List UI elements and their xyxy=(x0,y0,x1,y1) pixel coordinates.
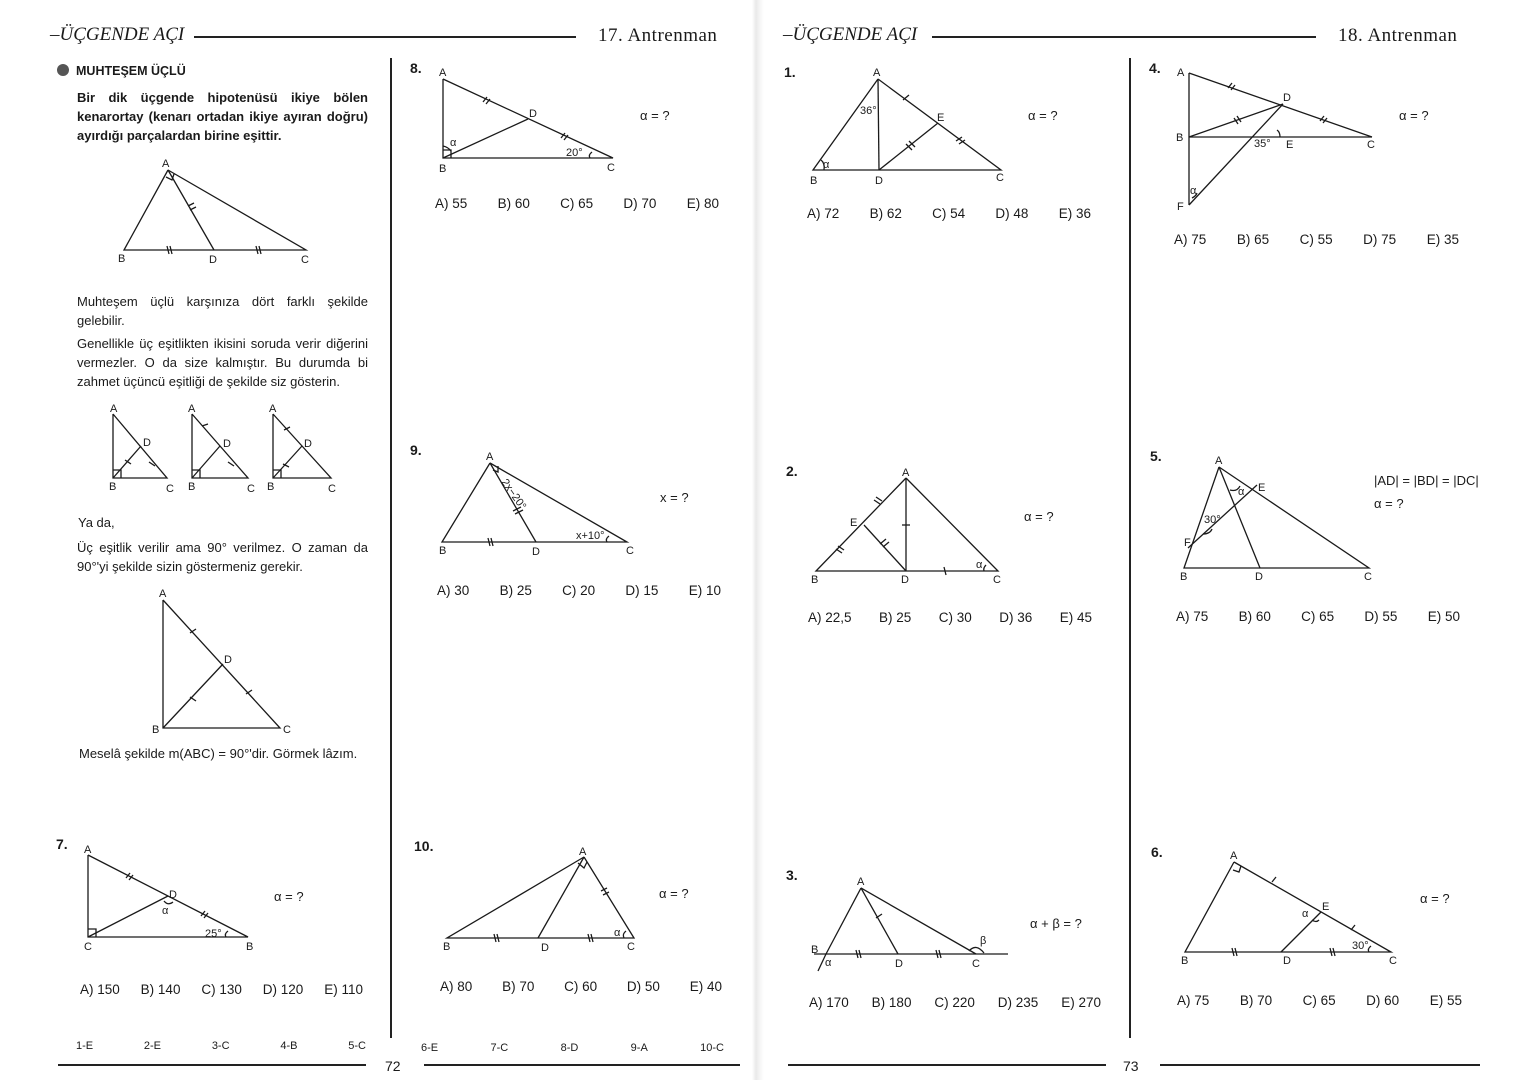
svg-text:A: A xyxy=(902,467,910,479)
q6-option[interactable]: D) 60 xyxy=(1366,993,1400,1008)
q7-option[interactable]: A) 150 xyxy=(80,982,120,997)
svg-text:C: C xyxy=(1364,571,1372,583)
q9-options xyxy=(437,583,721,598)
q6-options xyxy=(1177,993,1462,1008)
svg-text:B: B xyxy=(1176,132,1184,144)
answer-key-item: 7-C xyxy=(490,1042,509,1054)
svg-text:α: α xyxy=(825,957,832,969)
left-header-right: 17. Antrenman xyxy=(598,25,718,46)
q9-figure xyxy=(435,448,645,563)
footer-rule xyxy=(58,1064,366,1066)
svg-text:A: A xyxy=(1177,67,1185,79)
svg-text:D: D xyxy=(875,175,883,187)
answer-key-item: 3-C xyxy=(211,1040,230,1052)
q10-ask: α = ? xyxy=(659,886,689,901)
q6-option[interactable]: B) 70 xyxy=(1239,993,1273,1008)
q1-option[interactable]: A) 72 xyxy=(807,206,840,221)
q10-number: 10. xyxy=(414,838,434,854)
footer-rule xyxy=(424,1064,740,1066)
svg-text:A: A xyxy=(439,67,447,79)
q8-option[interactable]: B) 60 xyxy=(497,196,530,211)
svg-text:B: B xyxy=(811,574,819,586)
q7-angle: 25° xyxy=(205,928,222,940)
page-fold xyxy=(752,0,764,1080)
answer-key-item: 10-C xyxy=(700,1042,724,1054)
svg-text:C: C xyxy=(972,958,980,970)
q3-figure xyxy=(808,873,1018,988)
q3-option[interactable]: A) 170 xyxy=(809,995,849,1010)
q7-option[interactable]: C) 130 xyxy=(201,982,242,997)
svg-text:D: D xyxy=(143,437,151,449)
q8-option[interactable]: E) 80 xyxy=(686,196,719,211)
q5-figure xyxy=(1174,452,1384,587)
q7-option[interactable]: B) 140 xyxy=(140,982,181,997)
q9-option[interactable]: A) 30 xyxy=(437,583,470,598)
svg-text:D: D xyxy=(532,546,540,558)
intro-heading: MUHTEŞEM ÜÇLÜ xyxy=(76,64,186,78)
svg-text:D: D xyxy=(224,654,232,666)
q8-figure xyxy=(433,62,633,177)
answer-key-item: 6-E xyxy=(421,1042,439,1054)
q2-option[interactable]: A) 22,5 xyxy=(808,610,852,625)
left-header-rule xyxy=(194,36,576,38)
svg-text:B: B xyxy=(1180,571,1188,583)
q5-ask: α = ? xyxy=(1374,496,1404,511)
q3-number: 3. xyxy=(786,867,798,883)
svg-text:E: E xyxy=(1322,901,1330,913)
q2-option[interactable]: E) 45 xyxy=(1059,610,1092,625)
q4-option[interactable]: D) 75 xyxy=(1363,232,1397,247)
q1-ask: α = ? xyxy=(1028,108,1058,123)
svg-text:B: B xyxy=(267,481,275,493)
q10-option[interactable]: A) 80 xyxy=(440,979,473,994)
svg-text:A: A xyxy=(269,403,277,415)
answer-key-left xyxy=(76,1040,366,1052)
q8-ask: α = ? xyxy=(640,108,670,123)
svg-text:A: A xyxy=(188,403,196,415)
svg-text:C: C xyxy=(627,941,635,953)
footer-rule xyxy=(788,1064,1106,1066)
footer-rule xyxy=(1160,1064,1480,1066)
svg-text:B: B xyxy=(439,545,447,557)
q9-ask: x = ? xyxy=(660,490,689,505)
q2-number: 2. xyxy=(786,463,798,479)
svg-text:α: α xyxy=(1190,185,1197,197)
svg-text:A: A xyxy=(1230,850,1238,862)
svg-text:B: B xyxy=(246,941,254,953)
svg-text:A: A xyxy=(84,844,92,856)
q7-option[interactable]: D) 120 xyxy=(262,982,304,997)
answer-key-item: 4-B xyxy=(280,1040,298,1052)
q1-option[interactable]: E) 36 xyxy=(1058,206,1091,221)
svg-text:A: A xyxy=(159,588,167,600)
svg-text:D: D xyxy=(169,889,177,901)
q7-number: 7. xyxy=(56,836,68,852)
intro-para3: Ya da, xyxy=(78,515,115,530)
q6-ask: α = ? xyxy=(1420,891,1450,906)
svg-text:C: C xyxy=(166,483,174,495)
q8-options xyxy=(435,196,719,211)
q8-option[interactable]: A) 55 xyxy=(435,196,468,211)
q4-option[interactable]: A) 75 xyxy=(1174,232,1207,247)
svg-text:α: α xyxy=(976,559,983,571)
svg-text:D: D xyxy=(304,438,312,450)
q9-number: 9. xyxy=(410,442,422,458)
q4-angle: 35° xyxy=(1254,138,1271,150)
intro-para1: Muhteşem üçlü karşınıza dört farklı şekilde gelebilir. xyxy=(77,294,368,328)
q5-angle: 30° xyxy=(1204,514,1221,526)
svg-text:A: A xyxy=(873,67,881,79)
q10-option[interactable]: D) 50 xyxy=(626,979,660,994)
q3-ask: α + β = ? xyxy=(1030,916,1082,931)
q5-option[interactable]: E) 50 xyxy=(1427,609,1460,624)
answer-key-item: 1-E xyxy=(76,1040,94,1052)
right-page-number: 73 xyxy=(1123,1058,1139,1074)
intro-caption: Meselâ şekilde m(ABC) = 90°'dir. Görmek lâzım. xyxy=(79,746,358,761)
svg-text:C: C xyxy=(1389,955,1397,967)
q7-ask: α = ? xyxy=(274,889,304,904)
svg-text:B: B xyxy=(810,175,818,187)
svg-text:B: B xyxy=(188,481,196,493)
svg-text:A: A xyxy=(1215,455,1223,467)
svg-text:α: α xyxy=(1302,908,1309,920)
q3-option[interactable]: C) 220 xyxy=(934,995,975,1010)
svg-text:C: C xyxy=(84,941,92,953)
svg-text:E: E xyxy=(937,112,945,124)
q10-option[interactable]: C) 60 xyxy=(564,979,598,994)
svg-text:E: E xyxy=(1286,139,1294,151)
q3-option[interactable]: D) 235 xyxy=(997,995,1039,1010)
svg-text:A: A xyxy=(579,846,587,858)
q7-figure xyxy=(78,840,268,960)
q8-number: 8. xyxy=(410,60,422,76)
left-column-divider xyxy=(390,58,392,1038)
svg-text:α: α xyxy=(823,159,830,171)
svg-text:A: A xyxy=(110,403,118,415)
q5-number: 5. xyxy=(1150,448,1162,464)
q5-option[interactable]: C) 65 xyxy=(1301,609,1335,624)
q5-option[interactable]: B) 60 xyxy=(1238,609,1271,624)
q9-angle1: 2x−20° xyxy=(498,476,529,513)
q5-option[interactable]: D) 55 xyxy=(1364,609,1398,624)
q10-option[interactable]: E) 40 xyxy=(689,979,722,994)
svg-text:A: A xyxy=(857,876,865,888)
q1-number: 1. xyxy=(784,64,796,80)
q7-option[interactable]: E) 110 xyxy=(324,982,363,997)
q6-figure xyxy=(1175,848,1395,968)
q1-angle: 36° xyxy=(860,105,877,117)
q4-option[interactable]: B) 65 xyxy=(1236,232,1270,247)
q5-given: |AD| = |BD| = |DC| xyxy=(1374,473,1479,488)
svg-text:C: C xyxy=(247,483,255,495)
q2-options xyxy=(808,610,1092,625)
q2-option[interactable]: D) 36 xyxy=(999,610,1033,625)
svg-text:E: E xyxy=(1258,482,1266,494)
q1-option[interactable]: B) 62 xyxy=(869,206,902,221)
q4-options xyxy=(1174,232,1459,247)
q9-option[interactable]: C) 20 xyxy=(562,583,596,598)
right-header-right: 18. Antrenman xyxy=(1338,25,1458,46)
svg-text:D: D xyxy=(1255,571,1263,583)
q5-options xyxy=(1176,609,1460,624)
q2-option[interactable]: B) 25 xyxy=(879,610,912,625)
q8-angle: 20° xyxy=(566,147,583,159)
q8-option[interactable]: D) 70 xyxy=(623,196,657,211)
right-header-rule xyxy=(932,36,1316,38)
three-small-figures xyxy=(105,400,345,495)
q1-option[interactable]: C) 54 xyxy=(932,206,966,221)
svg-text:α: α xyxy=(614,927,621,939)
q4-option[interactable]: E) 35 xyxy=(1426,232,1459,247)
intro-figure xyxy=(110,155,330,270)
label-C: C xyxy=(301,254,309,266)
svg-text:D: D xyxy=(1283,955,1291,967)
svg-text:D: D xyxy=(223,438,231,450)
q9-option[interactable]: D) 15 xyxy=(625,583,659,598)
svg-text:D: D xyxy=(529,108,537,120)
svg-text:A: A xyxy=(486,451,494,463)
svg-text:C: C xyxy=(283,724,291,736)
svg-text:F: F xyxy=(1177,201,1184,213)
q9-option[interactable]: B) 25 xyxy=(499,583,532,598)
svg-text:C: C xyxy=(626,545,634,557)
intro-rule: Bir dik üçgende hipotenüsü ikiye bölen kenarortay (kenarı ortadan ikiye ayıran doğru) ayırdığı parçalardan birine eşittir. xyxy=(77,90,368,143)
label-A: A xyxy=(162,158,170,170)
svg-text:α: α xyxy=(162,905,169,917)
q1-options xyxy=(807,206,1091,221)
svg-text:α: α xyxy=(1238,486,1245,498)
svg-text:B: B xyxy=(109,481,117,493)
svg-text:B: B xyxy=(439,163,447,175)
right-column-divider xyxy=(1129,58,1131,1038)
svg-text:α: α xyxy=(450,137,457,149)
intro-para4: Üç eşitlik verilir ama 90° verilmez. O zaman da 90°'yi şekilde sizin göstermeniz gerekir. xyxy=(77,540,368,574)
q3-option[interactable]: B) 180 xyxy=(871,995,912,1010)
q3-option[interactable]: E) 270 xyxy=(1061,995,1101,1010)
q2-ask: α = ? xyxy=(1024,509,1054,524)
answer-key-item: 8-D xyxy=(560,1042,579,1054)
intro-para2: Genellikle üç eşitlikten ikisini soruda verir diğerini vermezler. O da size kalmıştır. Bu durumda bi zahmet üçüncü eşitliği de şekilde siz gösterin. xyxy=(77,336,368,389)
q3-options xyxy=(809,995,1101,1010)
svg-text:β: β xyxy=(980,935,987,947)
q6-number: 6. xyxy=(1151,844,1163,860)
svg-text:B: B xyxy=(811,944,819,956)
q6-option[interactable]: E) 55 xyxy=(1429,993,1462,1008)
svg-text:C: C xyxy=(607,162,615,174)
q1-option[interactable]: D) 48 xyxy=(995,206,1029,221)
q4-number: 4. xyxy=(1149,60,1161,76)
intro-figure-2 xyxy=(148,585,308,740)
left-page-number: 72 xyxy=(385,1058,401,1074)
svg-text:D: D xyxy=(895,958,903,970)
svg-text:B: B xyxy=(443,941,451,953)
svg-text:C: C xyxy=(996,172,1004,184)
answer-key-right xyxy=(421,1042,724,1054)
answer-key-item: 5-C xyxy=(348,1040,366,1052)
q4-option[interactable]: C) 55 xyxy=(1299,232,1333,247)
q10-figure xyxy=(438,843,648,958)
q4-ask: α = ? xyxy=(1399,108,1429,123)
q10-option[interactable]: B) 70 xyxy=(502,979,535,994)
label-D: D xyxy=(209,254,217,266)
answer-key-item: 2-E xyxy=(143,1040,162,1052)
svg-text:D: D xyxy=(541,942,549,954)
q2-figure xyxy=(808,466,1008,586)
q2-option[interactable]: C) 30 xyxy=(938,610,972,625)
svg-text:B: B xyxy=(1181,955,1189,967)
left-header-title: –ÜÇGENDE AÇI xyxy=(50,24,185,45)
answer-key-item: 9-A xyxy=(630,1042,648,1054)
q7-options xyxy=(80,982,363,997)
svg-text:F: F xyxy=(1184,537,1191,549)
svg-text:C: C xyxy=(1367,139,1375,151)
bullet-icon xyxy=(57,64,69,76)
q9-angle2: x+10° xyxy=(576,530,605,542)
svg-text:E: E xyxy=(850,517,858,529)
q1-figure xyxy=(807,64,1017,189)
q6-angle: 30° xyxy=(1352,940,1369,952)
svg-text:D: D xyxy=(1283,92,1291,104)
q8-option[interactable]: C) 65 xyxy=(560,196,594,211)
q9-option[interactable]: E) 10 xyxy=(688,583,721,598)
q10-options xyxy=(440,979,722,994)
right-header-title: –ÜÇGENDE AÇI xyxy=(783,24,918,45)
q6-option[interactable]: C) 65 xyxy=(1302,993,1336,1008)
svg-text:C: C xyxy=(993,574,1001,586)
svg-text:C: C xyxy=(328,483,336,495)
label-B: B xyxy=(118,253,126,265)
q4-figure xyxy=(1172,60,1382,215)
q6-option[interactable]: A) 75 xyxy=(1177,993,1210,1008)
q5-option[interactable]: A) 75 xyxy=(1176,609,1209,624)
svg-text:D: D xyxy=(901,574,909,586)
svg-text:B: B xyxy=(152,724,160,736)
